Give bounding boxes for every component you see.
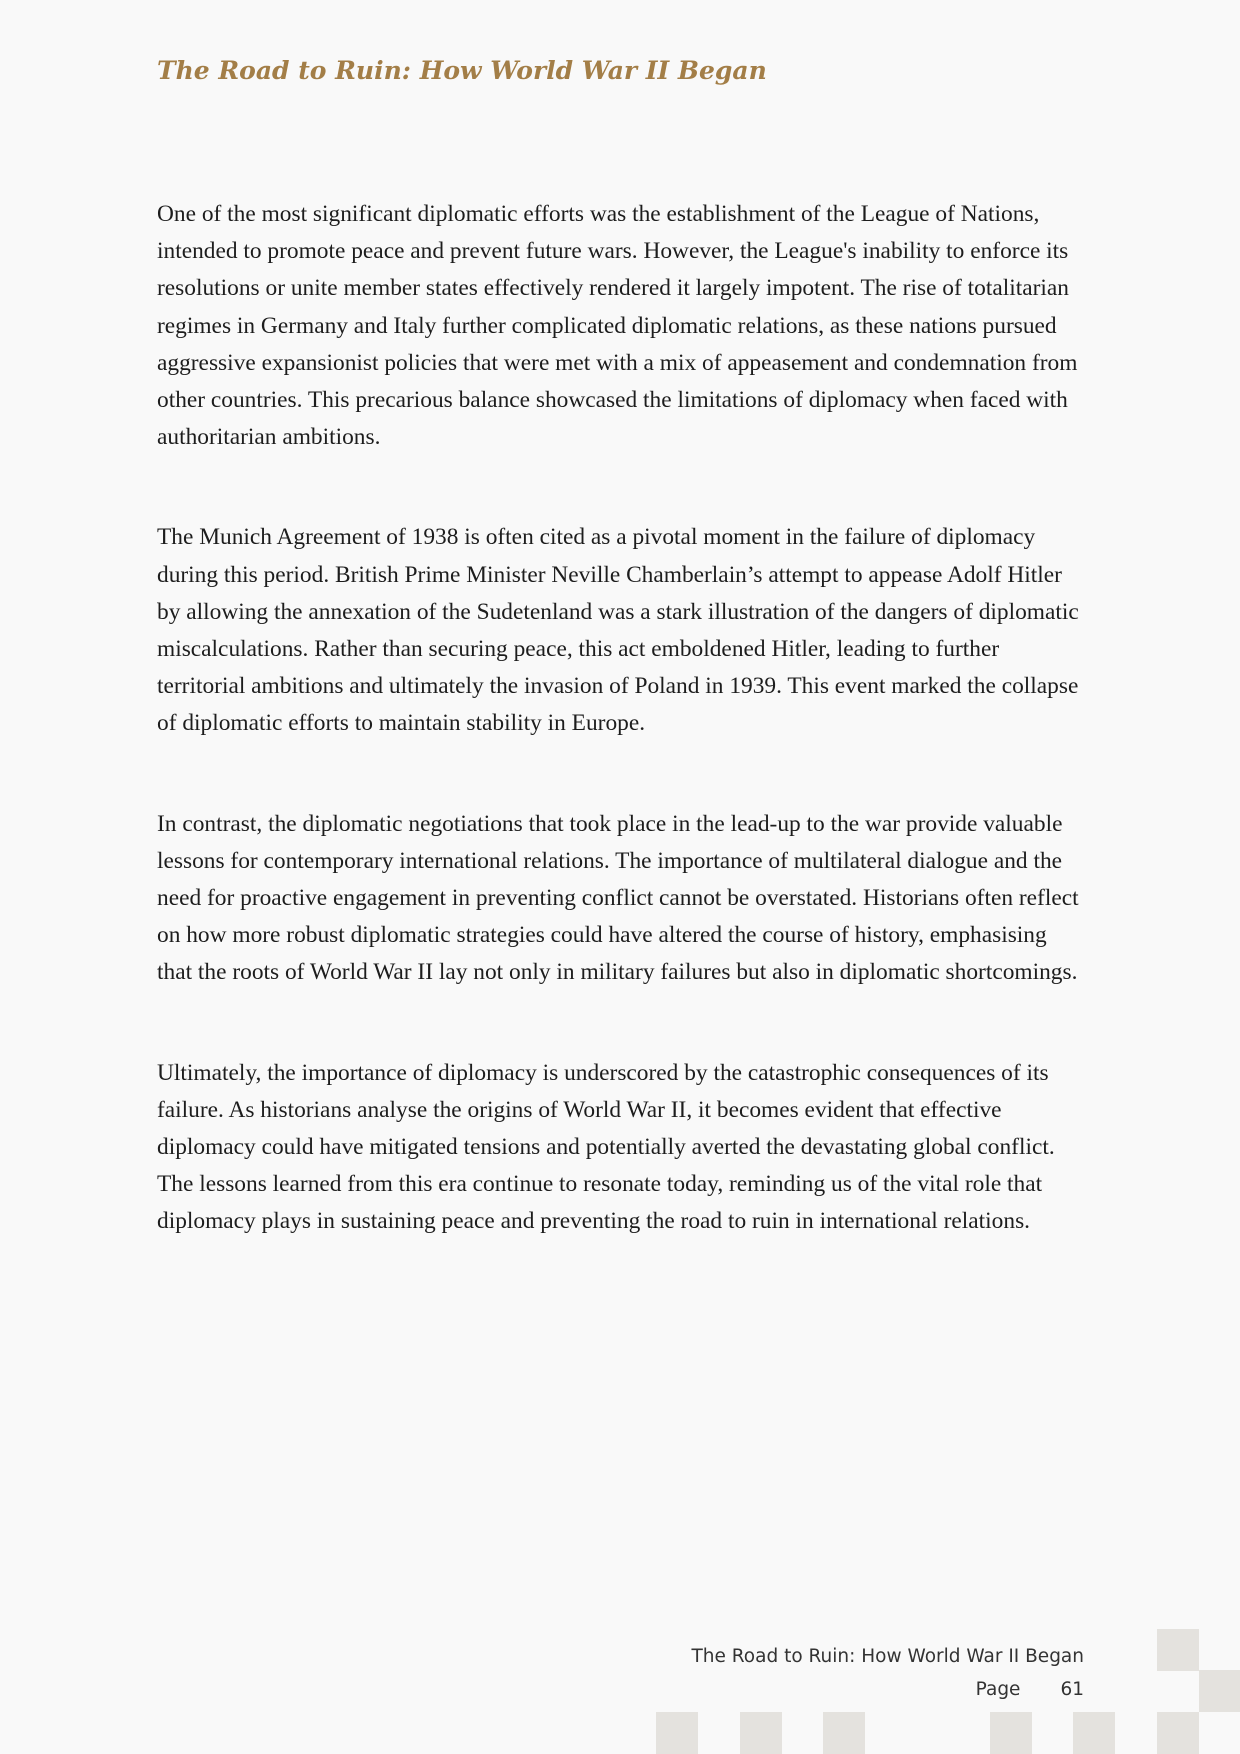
footer-page-number: 61 (1060, 1679, 1084, 1700)
page-footer (691, 1640, 1084, 1706)
footer-page-line (691, 1673, 1084, 1706)
body-text (157, 196, 1087, 1304)
decorative-square (1199, 1670, 1240, 1712)
paragraph-conclusion: Ultimately, the importance of diplomacy is underscored by the catastrophic consequences of its failure. As historians analyse the origins of World War II, it becomes evident that effective diplomacy could have mitigated tensions and potentially averted the devastating global conflict. The lessons learned from this era continue to resonate today, reminding us of the vital role that diplomacy plays in sustaining peace and preventing the road to ruin in international relations. (157, 1059, 1055, 1235)
decorative-square (1073, 1712, 1115, 1754)
paragraph-lessons: In contrast, the diplomatic negotiations that took place in the lead-up to the war provide valuable lessons for contemporary international relations. The importance of multilateral dialogue and the need for proactive engagement in preventing conflict cannot be overstated. Historians often reflect on how more robust diplomatic strategies could have altered the course of history, emphasising that the roots of World War II lay not only in military failures but also in diplomatic shortcomings. (157, 810, 1079, 986)
decorative-square (823, 1712, 865, 1754)
decorative-square (1157, 1629, 1199, 1671)
footer-title: The Road to Ruin: How World War II Began (691, 1646, 1084, 1667)
decorative-square (1157, 1712, 1199, 1754)
decorative-square (656, 1712, 698, 1754)
paragraph-munich-agreement: The Munich Agreement of 1938 is often cited as a pivotal moment in the failure of diplomacy during this period. British Prime Minister Neville Chamberlain’s attempt to appease Adolf Hitler by allowing the annexation of the Sudetenland was a stark illustration of the dangers of diplomatic miscalculations. Rather than securing peace, this act emboldened Hitler, leading to further territorial ambitions and ultimately the invasion of Poland in 1939. This event marked the collapse of diplomatic efforts to maintain stability in Europe. (157, 524, 1079, 737)
decorative-square (740, 1712, 782, 1754)
running-header-title: The Road to Ruin: How World War II Began (157, 56, 767, 85)
paragraph-league-of-nations: One of the most significant diplomatic efforts was the establishment of the League of Nations, intended to promote peace and prevent future wars. However, the League's inability to enforce its resolutions or unite member states effectively rendered it largely impotent. The rise of totalitarian regimes in Germany and Italy further complicated diplomatic relations, as these nations pursued aggressive expansionist policies that were met with a mix of appeasement and condemnation from other countries. This precarious balance showcased the limitations of diplomacy when faced with authoritarian ambitions. (157, 201, 1078, 451)
decorative-square (990, 1712, 1032, 1754)
footer-page-label: Page (975, 1679, 1021, 1700)
